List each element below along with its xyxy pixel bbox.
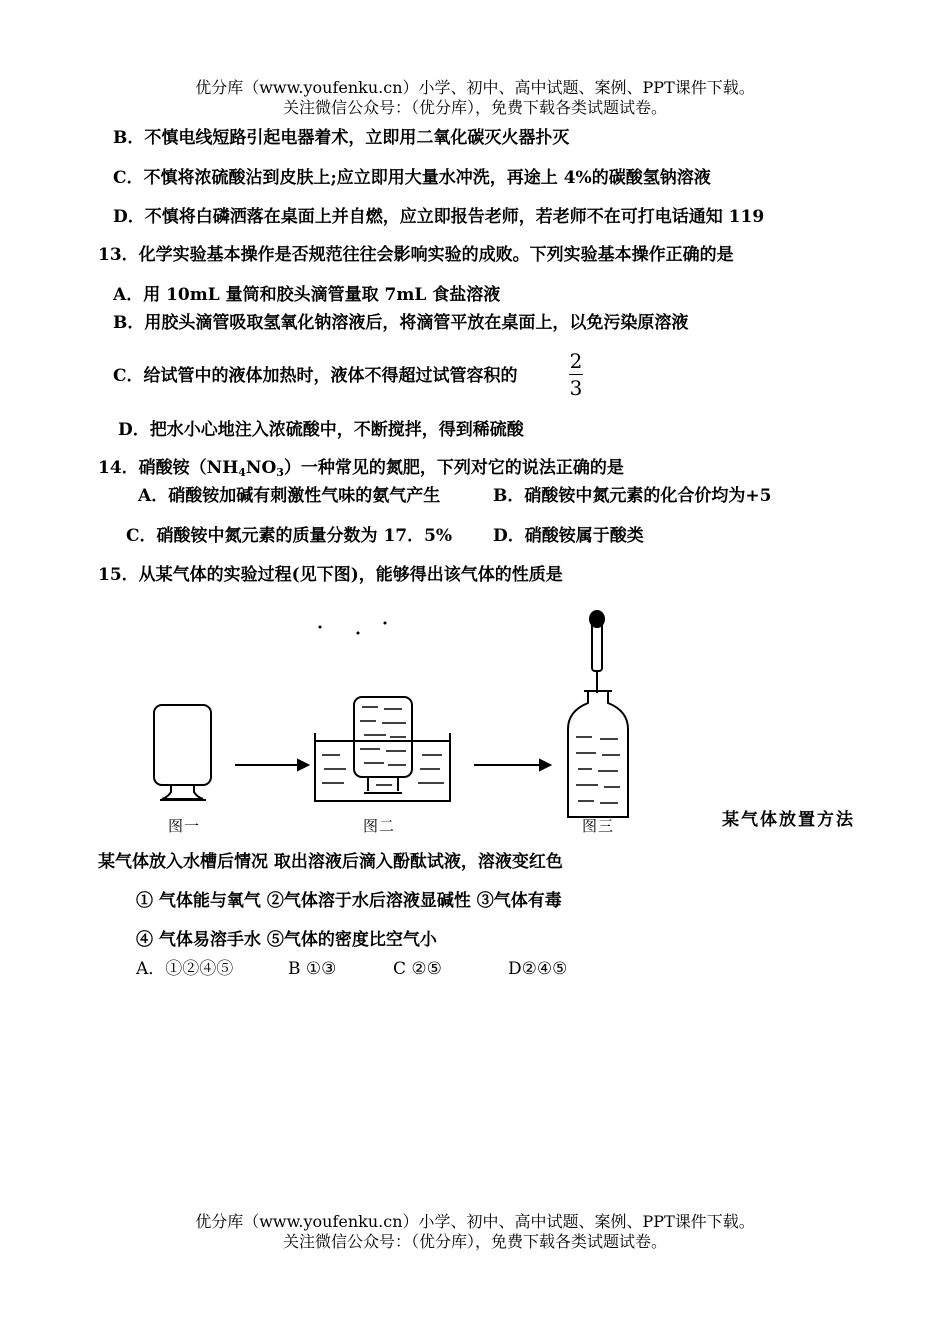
header-line-1: 优分库（www.youfenku.cn）小学、初中、高中试题、案例、PPT课件下载。 (195, 78, 755, 97)
q13-option-c: C．给试管中的液体加热时，液体不得超过试管容积的 (113, 366, 518, 386)
side-caption: 某气体放置方法 (722, 810, 855, 830)
q15-stem: 15．从某气体的实验过程(见下图)，能够得出该气体的性质是 (98, 565, 563, 585)
choice-a: A．①②④⑤ (136, 959, 234, 979)
q12-option-c: C．不慎将浓硫酸沾到皮肤上;应立即用大量水冲洗，再途上 4%的碳酸氢钠溶液 (113, 168, 711, 188)
inverted-jar-neck (162, 785, 203, 799)
inverted-jar-body (154, 705, 211, 785)
q13-option-b: B．用胶头滴管吸取氢氧化钠溶液后，将滴管平放在桌面上，以免污染原溶液 (113, 313, 689, 333)
arrow-2-head (540, 760, 550, 770)
reagent-bottle (568, 691, 628, 817)
q14-option-d: D．硝酸铵属于酸类 (493, 526, 644, 546)
water-trough (315, 733, 450, 801)
choice-d: D②④⑤ (508, 959, 568, 979)
q13-option-d: D．把水小心地注入浓硫酸中，不断搅拌，得到稀硫酸 (118, 420, 524, 440)
q14-stem-sub1: 4 (238, 466, 246, 479)
fraction-numerator: 2 (569, 349, 583, 373)
q12-option-d: D．不慎将白磷洒落在桌面上并自燃，应立即报告老师，若老师不在可打电话通知 119 (113, 207, 765, 227)
q13-option-a: A．用 10mL 量筒和胶头滴管量取 7mL 食盐溶液 (113, 285, 501, 305)
figure-3-label: 图三 (582, 817, 615, 835)
choice-b: B ①③ (288, 959, 337, 979)
liquid-lines (322, 707, 620, 803)
choice-c: C ②⑤ (393, 959, 442, 979)
q14-stem-mid: NO (245, 458, 277, 478)
experiment-diagram (140, 605, 640, 835)
footer-line-1: 优分库（www.youfenku.cn）小学、初中、高中试题、案例、PPT课件下载。 (195, 1212, 755, 1231)
header-line-2: 关注微信公众号：（优分库），免费下载各类试题试卷。 (282, 98, 667, 117)
fraction-denominator: 3 (569, 376, 583, 400)
properties-line-1: ① 气体能与氧气 ②气体溶于水后溶液显碱性 ③气体有毒 (136, 891, 562, 911)
caption-2: 某气体放入水槽后情况 取出溶液后滴入酚酞试液，溶液变红色 (98, 852, 563, 872)
q13-stem: 13．化学实验基本操作是否规范往往会影响实验的成败。下列实验基本操作正确的是 (98, 245, 734, 265)
figure-2-label: 图二 (363, 817, 396, 835)
jar-in-trough-neck (368, 777, 398, 791)
q14-stem (98, 456, 624, 485)
q14-stem-pre: 14．硝酸铵（NH (98, 458, 239, 478)
fraction-two-thirds (566, 350, 586, 399)
figure-1-label: 图一 (168, 817, 201, 835)
q14-stem-post: ）一种常见的氮肥，下列对它的说法正确的是 (283, 458, 624, 478)
experiment-figure (140, 605, 640, 839)
arrow-1-head (298, 760, 308, 770)
q14-stem-sub2: 3 (276, 466, 284, 479)
q14-option-a: A．硝酸铵加碱有刺激性气味的氨气产生 (138, 486, 441, 506)
fraction-bar (569, 374, 583, 375)
dropper-bulb (590, 611, 604, 627)
q14-option-c: C．硝酸铵中氮元素的质量分数为 17．5% (126, 526, 453, 546)
footer-line-2: 关注微信公众号：（优分库），免费下载各类试题试卷。 (282, 1232, 667, 1251)
q12-option-b: B．不慎电线短路引起电器着术，立即用二氧化碳灭火器扑灭 (113, 128, 570, 148)
properties-line-2: ④ 气体易溶手水 ⑤气体的密度比空气小 (136, 930, 437, 950)
dropper-tube (592, 621, 602, 671)
q14-option-b: B．硝酸铵中氮元素的化合价均为+5 (493, 486, 772, 506)
